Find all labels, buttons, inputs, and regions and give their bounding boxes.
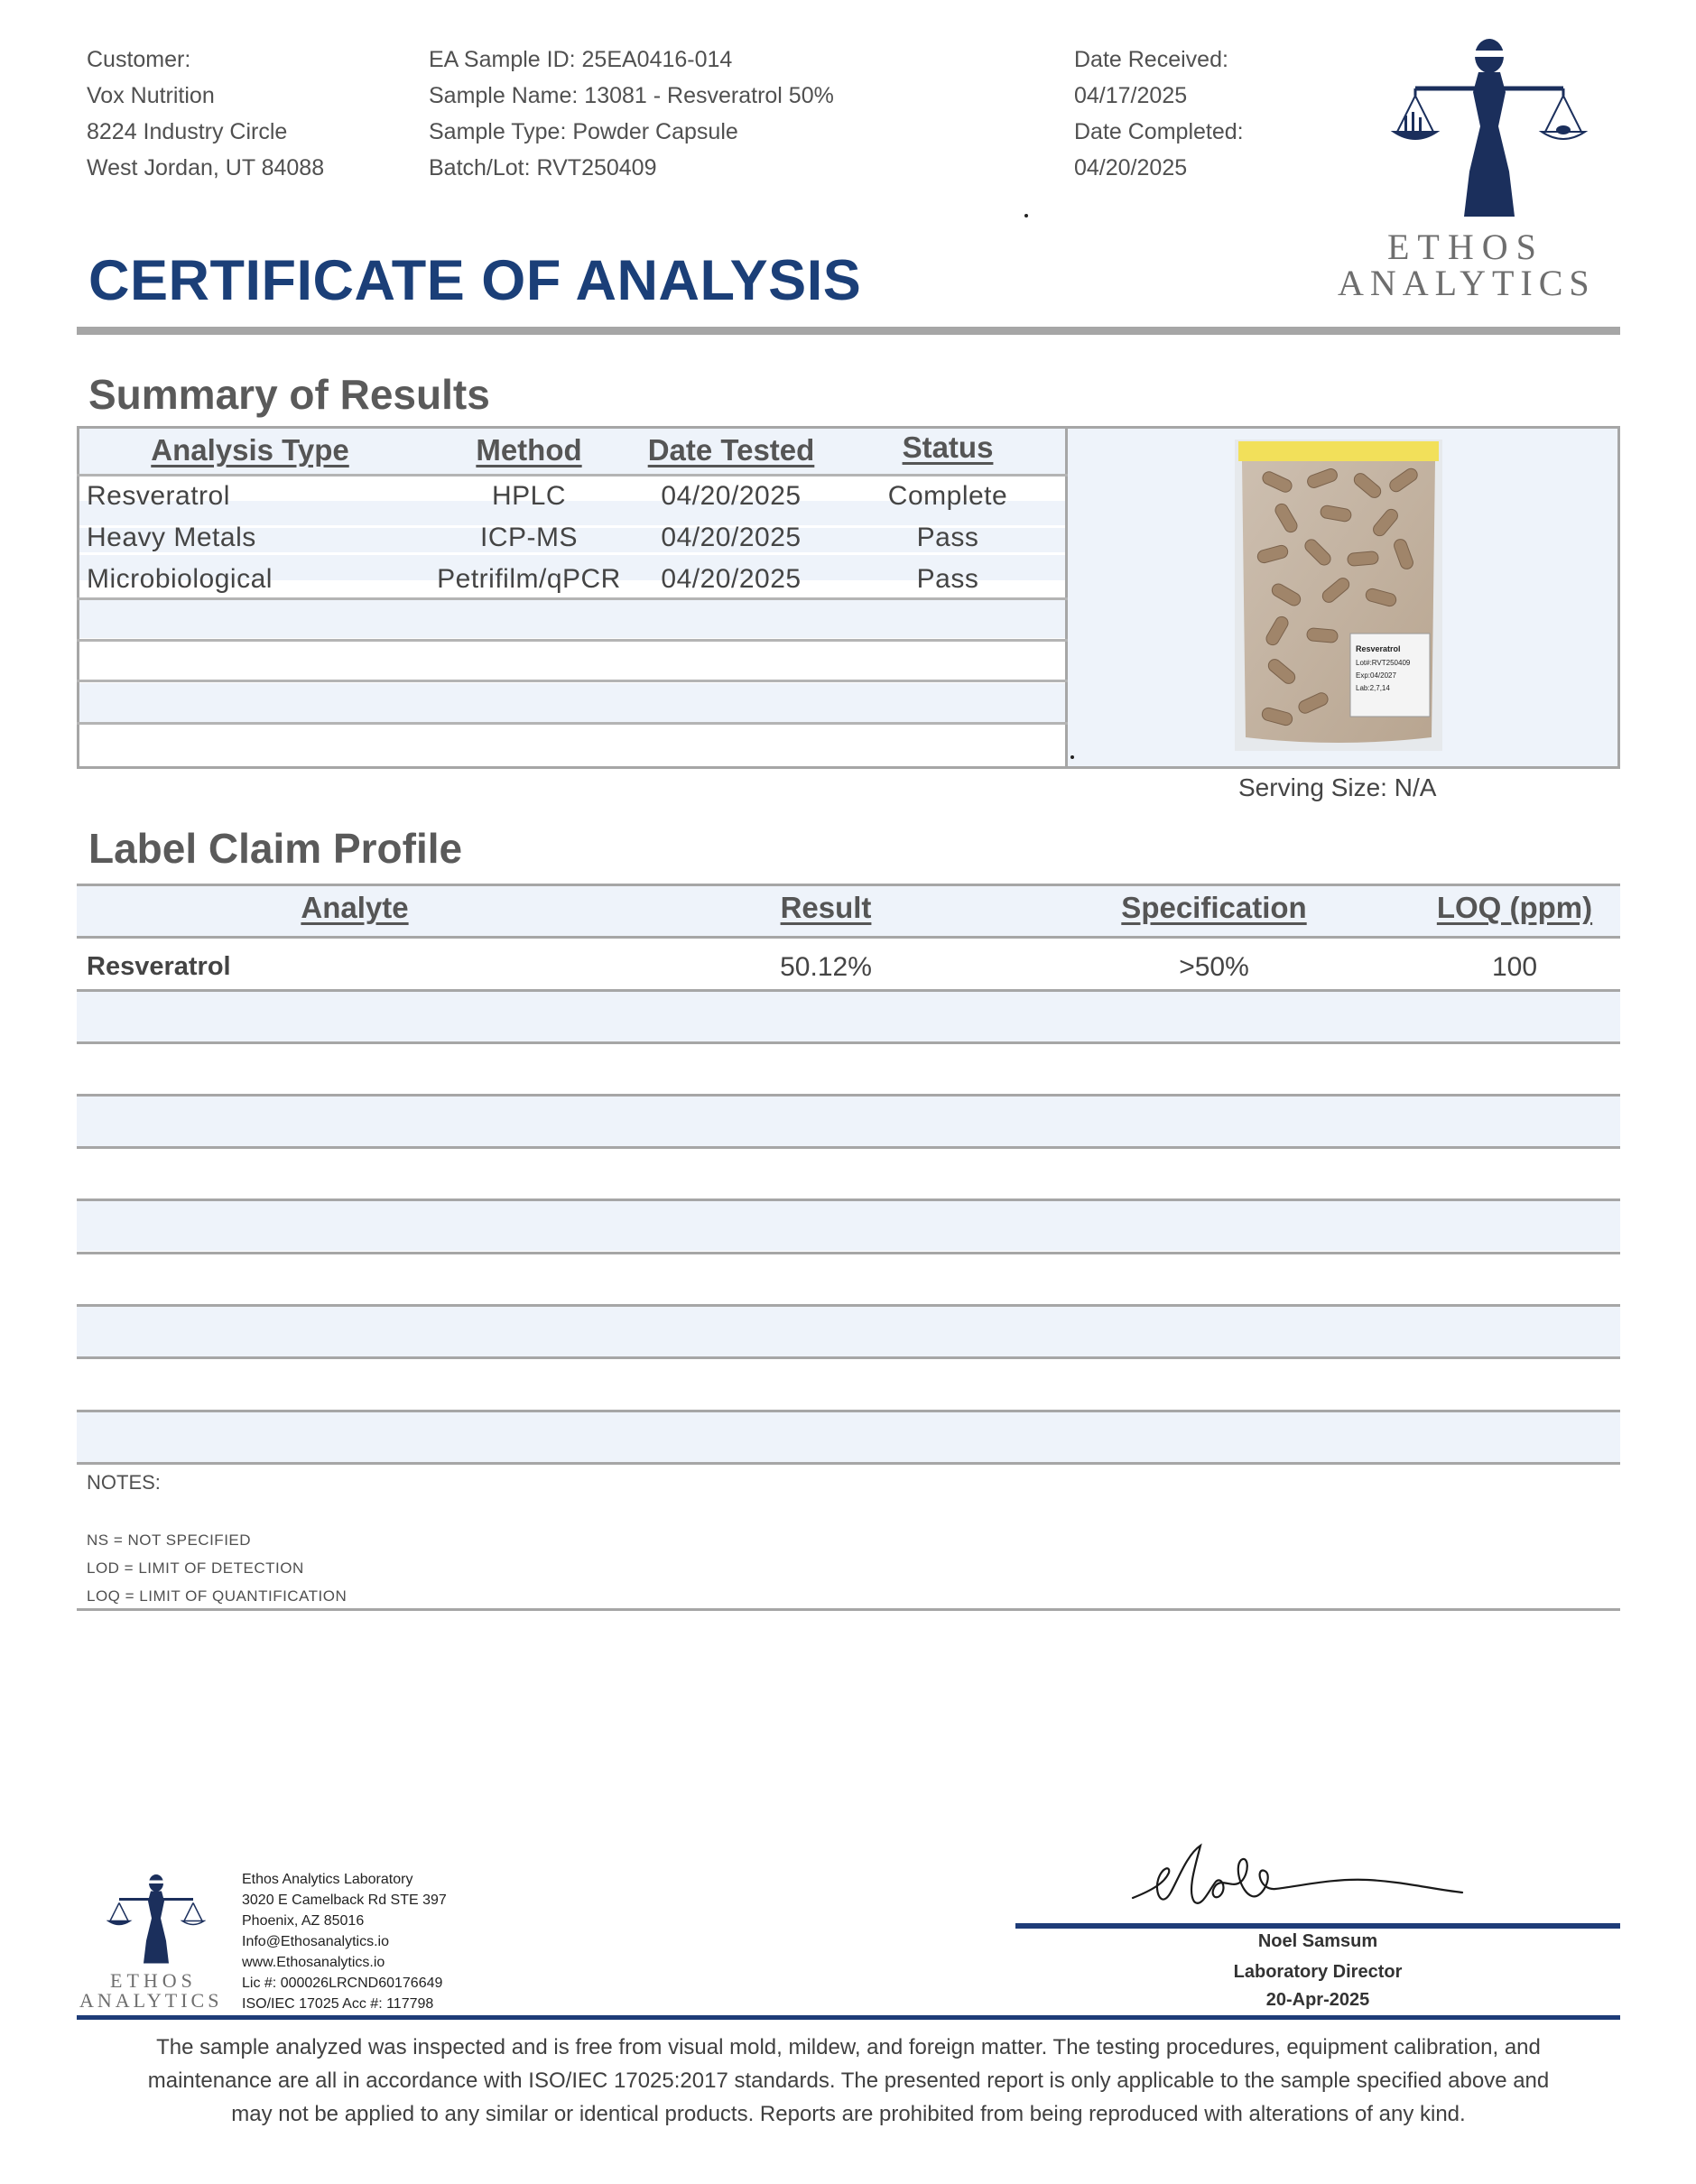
signature-rule	[1015, 1923, 1620, 1929]
note-line: LOQ = LIMIT OF QUANTIFICATION	[87, 1587, 348, 1605]
row-divider	[77, 884, 1620, 886]
photo-label-line: Exp:04/2027	[1356, 671, 1396, 680]
customer-city: West Jordan, UT 84088	[87, 155, 325, 180]
row-divider	[77, 1094, 1620, 1097]
date-received-label: Date Received:	[1074, 47, 1228, 72]
summary-heading: Summary of Results	[88, 371, 490, 418]
sample-type: Sample Type: Powder Capsule	[429, 119, 738, 144]
signature-image	[1115, 1828, 1476, 1927]
result-cell: 50.12%	[780, 952, 872, 982]
product-photo	[1235, 440, 1442, 751]
signer-title: Laboratory Director	[1233, 1962, 1403, 1982]
row-band	[77, 1097, 1620, 1146]
analyte-cell: Resveratrol	[87, 952, 231, 981]
lab-name: Ethos Analytics Laboratory	[242, 1872, 413, 1887]
signature-date: 20-Apr-2025	[1265, 1990, 1370, 2010]
note-line: NS = NOT SPECIFIED	[87, 1532, 252, 1549]
date-received-value: 04/17/2025	[1074, 83, 1188, 108]
customer-label: Customer:	[87, 47, 191, 72]
col-method: Method	[476, 433, 582, 467]
row-band	[77, 1307, 1620, 1356]
row-divider	[77, 639, 1068, 642]
footer-rule	[77, 2015, 1620, 2020]
row-divider	[77, 1041, 1620, 1044]
lab-accreditation: ISO/IEC 17025 Acc #: 117798	[242, 1996, 434, 2012]
justice-scales-icon	[107, 1866, 206, 1975]
row-divider	[77, 1146, 1620, 1149]
page-title: CERTIFICATE OF ANALYSIS	[88, 249, 862, 312]
customer-street: 8224 Industry Circle	[87, 119, 288, 144]
date-tested-cell: 04/20/2025	[661, 523, 802, 552]
row-divider	[77, 597, 1068, 600]
col-result: Result	[780, 891, 872, 924]
date-tested-cell: 04/20/2025	[661, 481, 802, 511]
analysis-type-cell: Heavy Metals	[87, 523, 256, 552]
sample-id: EA Sample ID: 25EA0416-014	[429, 47, 733, 72]
method-cell: Petrifilm/qPCR	[437, 564, 621, 594]
lab-website: www.Ethosanalytics.io	[242, 1955, 385, 1970]
row-band	[77, 1201, 1620, 1251]
lab-address-block	[242, 1869, 447, 2014]
notes-divider	[77, 1608, 1620, 1611]
dates-block	[1074, 42, 1244, 186]
label-claim-heading: Label Claim Profile	[88, 825, 463, 872]
col-specification: Specification	[1121, 891, 1307, 924]
row-divider	[77, 680, 1068, 682]
col-analysis-type: Analysis Type	[151, 433, 349, 467]
lab-license: Lic #: 000026LRCND60176649	[242, 1976, 443, 1991]
status-cell: Pass	[916, 564, 979, 594]
method-cell: HPLC	[491, 481, 567, 511]
photo-label-line: Lab:2,7,14	[1356, 684, 1390, 692]
photo-bottom-rule	[1068, 766, 1620, 769]
lab-city: Phoenix, AZ 85016	[242, 1913, 365, 1929]
date-tested-cell: 04/20/2025	[661, 564, 802, 594]
col-date-tested: Date Tested	[647, 433, 815, 467]
sample-name: Sample Name: 13081 - Resveratrol 50%	[429, 83, 834, 108]
col-analyte: Analyte	[301, 891, 409, 924]
row-divider	[77, 1304, 1620, 1307]
justice-scales-icon	[1390, 36, 1589, 226]
row-divider	[77, 936, 1620, 939]
row-divider	[77, 1252, 1620, 1254]
customer-block	[87, 42, 324, 186]
batch-lot: Batch/Lot: RVT250409	[429, 155, 657, 180]
specification-cell: >50%	[1179, 952, 1249, 982]
logo-line-analytics: ANALYTICS	[1338, 263, 1596, 303]
customer-name: Vox Nutrition	[87, 83, 215, 108]
disclaimer-line: maintenance are all in accordance with ISO/IEC 17025:2017 standards. The presented report is only applicable to the sample specified above and	[147, 2068, 1550, 2093]
disclaimer	[77, 2031, 1620, 2131]
loq-cell: 100	[1491, 952, 1538, 982]
date-completed-value: 04/20/2025	[1074, 155, 1188, 180]
row-divider	[77, 1462, 1620, 1465]
row-divider	[77, 722, 1068, 725]
analysis-type-cell: Microbiological	[87, 564, 273, 594]
title-divider	[77, 327, 1620, 335]
disclaimer-line: may not be applied to any similar or identical products. Reports are prohibited from being reproduced with alterations of any kind.	[231, 2102, 1466, 2126]
row-divider	[77, 474, 1068, 477]
row-divider	[77, 1410, 1620, 1412]
disclaimer-line: The sample analyzed was inspected and is free from visual mold, mildew, and foreign matter. The testing procedures, equipment calibration, and	[156, 2035, 1541, 2059]
row-divider	[77, 1356, 1620, 1359]
summary-bottom-rule	[77, 766, 1068, 769]
photo-label-line: Lot#:RVT250409	[1356, 659, 1411, 667]
method-cell: ICP-MS	[480, 523, 578, 552]
photo-label-line: Resveratrol	[1356, 644, 1401, 653]
stray-dot	[1070, 755, 1074, 759]
status-cell: Pass	[916, 523, 979, 552]
note-line: LOD = LIMIT OF DETECTION	[87, 1559, 304, 1577]
lab-email: Info@Ethosanalytics.io	[242, 1934, 389, 1949]
date-completed-label: Date Completed:	[1074, 119, 1244, 144]
serving-size: Serving Size: N/A	[1238, 773, 1437, 801]
row-band	[77, 1412, 1620, 1462]
row-band	[77, 992, 1620, 1041]
sample-block	[429, 42, 834, 186]
row-divider	[77, 989, 1620, 992]
notes-label: NOTES:	[87, 1471, 161, 1494]
logo-line-ethos: ETHOS	[1387, 227, 1544, 267]
status-cell: Complete	[887, 481, 1008, 511]
col-status: Status	[902, 430, 994, 464]
signer-name: Noel Samsum	[1257, 1931, 1378, 1951]
footer-logo-ethos: ETHOS	[110, 1969, 197, 1992]
col-loq: LOQ (ppm)	[1436, 891, 1593, 924]
row-divider	[77, 1198, 1620, 1201]
lab-street: 3020 E Camelback Rd STE 397	[242, 1892, 447, 1908]
stray-dot	[1024, 214, 1028, 217]
analysis-type-cell: Resveratrol	[87, 481, 230, 511]
footer-logo-analytics: ANALYTICS	[79, 1989, 223, 2012]
